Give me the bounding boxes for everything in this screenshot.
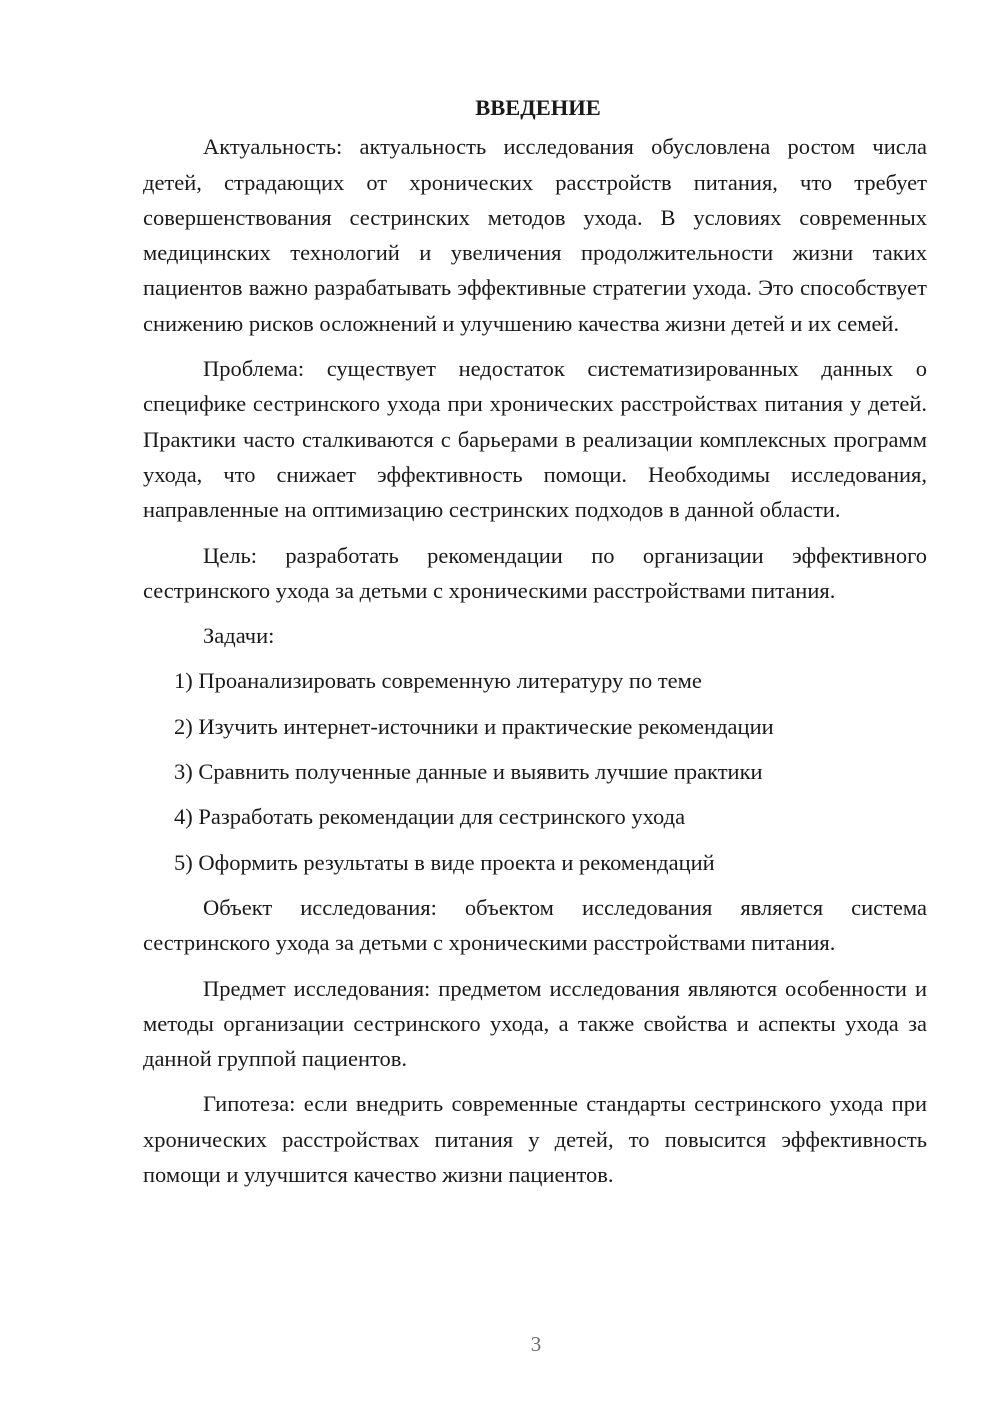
task-item: 3) Сравнить полученные данные и выявить лучшие практики: [174, 759, 763, 785]
paragraph-problem: Проблема: существует недостаток систематизированных данных о специфике сестринского ухода при хронических расстройствах питания у детей. Практики часто сталкиваются с барьерами в реализации комплексных программ ухода, что снижает эффективность помощи. Необходимы исследования, направленные на оптимизацию сестринских подходов в данной области.: [143, 356, 927, 523]
task-item: 5) Оформить результаты в виде проекта и рекомендаций: [174, 849, 715, 875]
tasks-label: Задачи:: [203, 623, 275, 649]
document-page: [143, 90, 927, 1202]
page-title: ВВЕДЕНИЕ: [475, 95, 601, 120]
paragraph-hypothesis: Гипотеза: если внедрить современные стандарты сестринского ухода при хронических расстройствах питания у детей, то повысится эффективность помощи и улучшится качество жизни пациентов.: [143, 1091, 927, 1188]
page-number: 3: [530, 1332, 542, 1356]
task-item: 4) Разработать рекомендации для сестринского ухода: [174, 804, 686, 830]
task-list: [143, 663, 927, 879]
task-item: 2) Изучить интернет-источники и практические рекомендации: [174, 713, 774, 739]
paragraph-subject: Предмет исследования: предметом исследования являются особенности и методы организации сестринского ухода, а также свойства и аспекты ухода за данной группой пациентов.: [143, 975, 927, 1072]
paragraph-object: Объект исследования: объектом исследования является система сестринского ухода за детьми с хроническими расстройствами питания.: [143, 894, 927, 956]
task-item: 1) Проанализировать современную литературу по теме: [174, 668, 702, 694]
paragraph-goal: Цель: разработать рекомендации по организации эффективного сестринского ухода за детьми с хроническими расстройствами питания.: [143, 542, 927, 603]
paragraph-relevance: Актуальность: актуальность исследования обусловлена ростом числа детей, страдающих от хронических расстройств питания, что требует совершенствования сестринских методов ухода. В условиях современных медицинских технологий и увеличения продолжительности жизни таких пациентов важно разрабатывать эффективные стратегии ухода. Это способствует снижению рисков осложнений и улучшению качества жизни детей и их семей.: [143, 134, 927, 336]
